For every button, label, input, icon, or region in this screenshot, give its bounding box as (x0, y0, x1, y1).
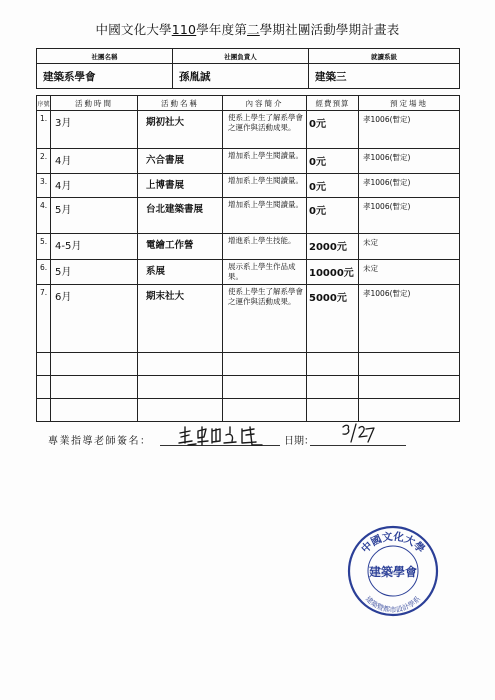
row-no: 3. (37, 174, 51, 198)
row-time: 4-5月 (51, 234, 138, 260)
row-budget: 0元 (307, 198, 359, 234)
row-budget: 0元 (307, 149, 359, 174)
row-no: 7. (37, 285, 51, 353)
row-budget (307, 376, 359, 399)
row-budget: 10000元 (307, 260, 359, 285)
club-info-table (36, 48, 460, 89)
row-name: 台北建築書展 (138, 198, 223, 234)
row-no (37, 376, 51, 399)
svg-text:建築暨都市設計學系: 建築暨都市設計學系 (363, 594, 423, 614)
row-budget: 0元 (307, 111, 359, 149)
row-desc: 展示系上學生作品成果。 (223, 260, 307, 285)
row-desc (223, 399, 307, 422)
row-time: 6月 (51, 285, 138, 353)
activity-table (36, 95, 460, 422)
svg-text:中國文化大學: 中國文化大學 (359, 530, 427, 556)
table-row (37, 198, 460, 234)
row-time: 5月 (51, 198, 138, 234)
row-budget (307, 353, 359, 376)
department-value: 建築三 (309, 64, 460, 89)
row-time: 4月 (51, 174, 138, 198)
row-venue (359, 353, 460, 376)
row-name: 期末社大 (138, 285, 223, 353)
club-leader-header: 社團負責人 (173, 49, 309, 64)
row-budget: 0元 (307, 174, 359, 198)
row-name: 六合書展 (138, 149, 223, 174)
row-time: 5月 (51, 260, 138, 285)
club-seal-stamp (346, 524, 440, 618)
row-desc (223, 376, 307, 399)
club-name-value: 建築系學會 (37, 64, 173, 89)
col-header-time: 活動時間 (51, 96, 138, 111)
row-no: 2. (37, 149, 51, 174)
row-name (138, 399, 223, 422)
table-row (37, 260, 460, 285)
row-venue: 未定 (359, 260, 460, 285)
handwritten-date (340, 421, 376, 445)
col-header-venue: 預定場地 (359, 96, 460, 111)
table-row (37, 174, 460, 198)
row-name: 電繪工作營 (138, 234, 223, 260)
advisor-signature-label: 專業指導老師簽名： (48, 436, 152, 447)
table-row (37, 149, 460, 174)
row-name (138, 376, 223, 399)
table-row (37, 234, 460, 260)
row-name: 期初社大 (138, 111, 223, 149)
row-venue (359, 399, 460, 422)
col-header-desc: 內容簡介 (223, 96, 307, 111)
advisor-handwritten-signature (176, 423, 266, 449)
svg-text:建築學會: 建築學會 (368, 565, 418, 579)
row-no: 6. (37, 260, 51, 285)
row-time: 4月 (51, 149, 138, 174)
row-venue: 孝1006(暫定) (359, 149, 460, 174)
department-header: 就讀系級 (309, 49, 460, 64)
row-desc: 使系上學生了解系學會之運作與活動成果。 (223, 111, 307, 149)
document-title: 中國文化大學110學年度第二學期社團活動學期計畫表 (95, 22, 400, 37)
row-desc: 增進系上學生技能。 (223, 234, 307, 260)
club-leader-value: 孫胤誠 (173, 64, 309, 89)
club-name-header: 社團名稱 (37, 49, 173, 64)
row-desc: 增加系上學生閱讀量。 (223, 198, 307, 234)
row-budget: 5000元 (307, 285, 359, 353)
row-no: 5. (37, 234, 51, 260)
table-row (37, 353, 460, 376)
row-time (51, 399, 138, 422)
date-line (310, 445, 406, 446)
row-no (37, 353, 51, 376)
row-no (37, 399, 51, 422)
row-venue (359, 376, 460, 399)
row-venue: 孝1006(暫定) (359, 285, 460, 353)
row-no: 1. (37, 111, 51, 149)
row-no: 4. (37, 198, 51, 234)
row-venue: 孝1006(暫定) (359, 174, 460, 198)
plan-sheet (36, 48, 459, 422)
row-budget (307, 399, 359, 422)
row-desc: 增加系上學生閱讀量。 (223, 174, 307, 198)
row-desc: 增加系上學生閱讀量。 (223, 149, 307, 174)
row-name: 上博書展 (138, 174, 223, 198)
col-header-budget: 經費預算 (307, 96, 359, 111)
row-name: 系展 (138, 260, 223, 285)
row-venue: 未定 (359, 234, 460, 260)
row-desc: 使系上學生了解系學會之運作與活動成果。 (223, 285, 307, 353)
date-label: 日期： (284, 436, 314, 447)
table-row (37, 285, 460, 353)
row-time: 3月 (51, 111, 138, 149)
col-header-name: 活動名稱 (138, 96, 223, 111)
row-budget: 2000元 (307, 234, 359, 260)
row-time (51, 376, 138, 399)
row-name (138, 353, 223, 376)
row-time (51, 353, 138, 376)
table-row (37, 399, 460, 422)
table-row (37, 111, 460, 149)
col-header-no: 序號 (37, 96, 51, 111)
row-venue: 孝1006(暫定) (359, 111, 460, 149)
table-row (37, 376, 460, 399)
row-venue: 孝1006(暫定) (359, 198, 460, 234)
row-desc (223, 353, 307, 376)
signature-block (48, 429, 448, 453)
